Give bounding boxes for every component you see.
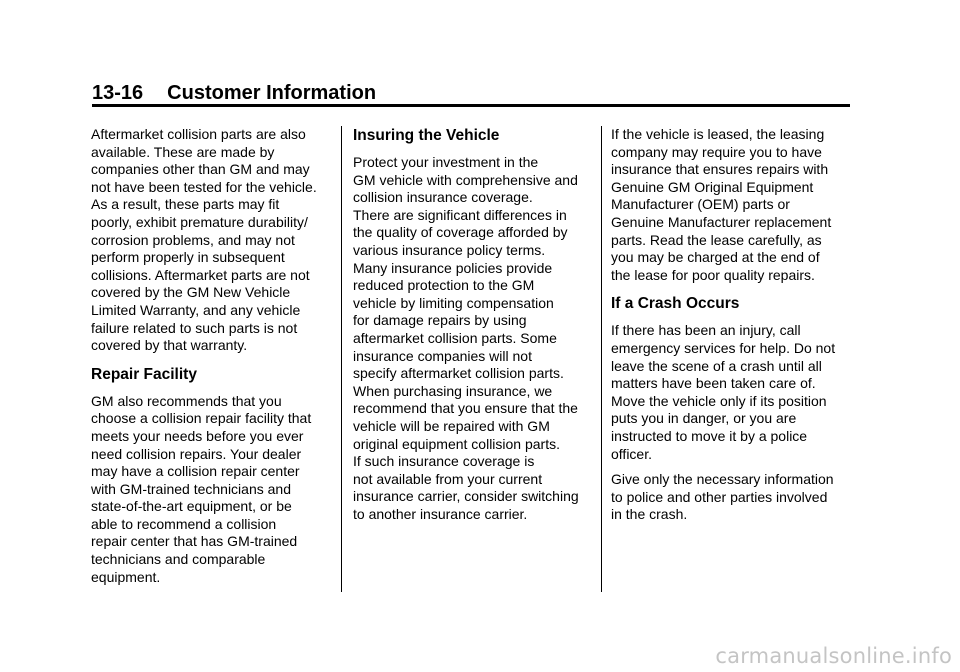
column-divider-2 xyxy=(601,126,602,592)
necessary-information-paragraph: Give only the necessary information to police and other parties involved in the crash. xyxy=(611,471,834,523)
column-1 xyxy=(91,126,335,594)
repair-facility-paragraph: GM also recommends that you choose a collision repair facility that meets your needs before you ever need collision repairs. Your dealer may have a collision repair center with GM-trained technicians and state-of-the-art equipment, or be able to recommend a collision repair center that has GM-trained technicians and comparable equipment. xyxy=(91,392,312,585)
crash-occurs-heading: If a Crash Occurs xyxy=(611,295,740,313)
leased-vehicle-paragraph: If the vehicle is leased, the leasing company may require you to have insurance that ensures repairs with Genuine GM Original Equipment Manufacturer (OEM) parts or Genuine Manufacturer replacement parts. Read the lease carefully, as you may be charged at the end of the lease for poor quality repairs. xyxy=(611,126,832,283)
page-number: 13-16 xyxy=(92,82,144,104)
page-header xyxy=(92,80,852,106)
crash-occurs-paragraph: If there has been an injury, call emergency services for help. Do not leave the scene of a crash until all matters have been taken care of. Move the vehicle only if its position puts you in danger, or you are instructed to move it by a police officer. xyxy=(611,322,836,462)
repair-facility-heading: Repair Facility xyxy=(91,365,197,383)
column-3 xyxy=(611,126,855,532)
aftermarket-parts-paragraph: Aftermarket collision parts are also available. These are made by companies other than GM and may not have been tested for the vehicle. As a result, these parts may fit poorly, exhibit premature durability/ corrosion problems, and may not perform properly in subsequent collisions. Aftermarket parts are not covered by the GM New Vehicle Limited Warranty, and any vehicle failure related to such parts is not covered by that warranty. xyxy=(91,126,317,354)
column-divider-1 xyxy=(341,126,342,592)
section-title: Customer Information xyxy=(167,82,377,104)
insuring-vehicle-paragraph: Protect your investment in the GM vehicle with comprehensive and collision insurance coverage. There are significant differences in the quality of coverage afforded by various insurance policy terms. Many insurance policies provide reduced protection to the GM vehicle by limiting compensation for damage repairs by using aftermarket collision parts. Some insurance companies will not specify aftermarket collision parts. When purchasing insurance, we recommend that you ensure that the vehicle will be repaired with GM original equipment collision parts. If such insurance coverage is not available from your current insurance carrier, consider switching to another insurance carrier. xyxy=(353,154,579,522)
header-rule xyxy=(92,104,850,107)
column-2 xyxy=(353,126,593,531)
watermark: carmanualsonline.info xyxy=(715,644,952,668)
page-title xyxy=(92,80,852,106)
insuring-vehicle-heading: Insuring the Vehicle xyxy=(353,127,500,144)
